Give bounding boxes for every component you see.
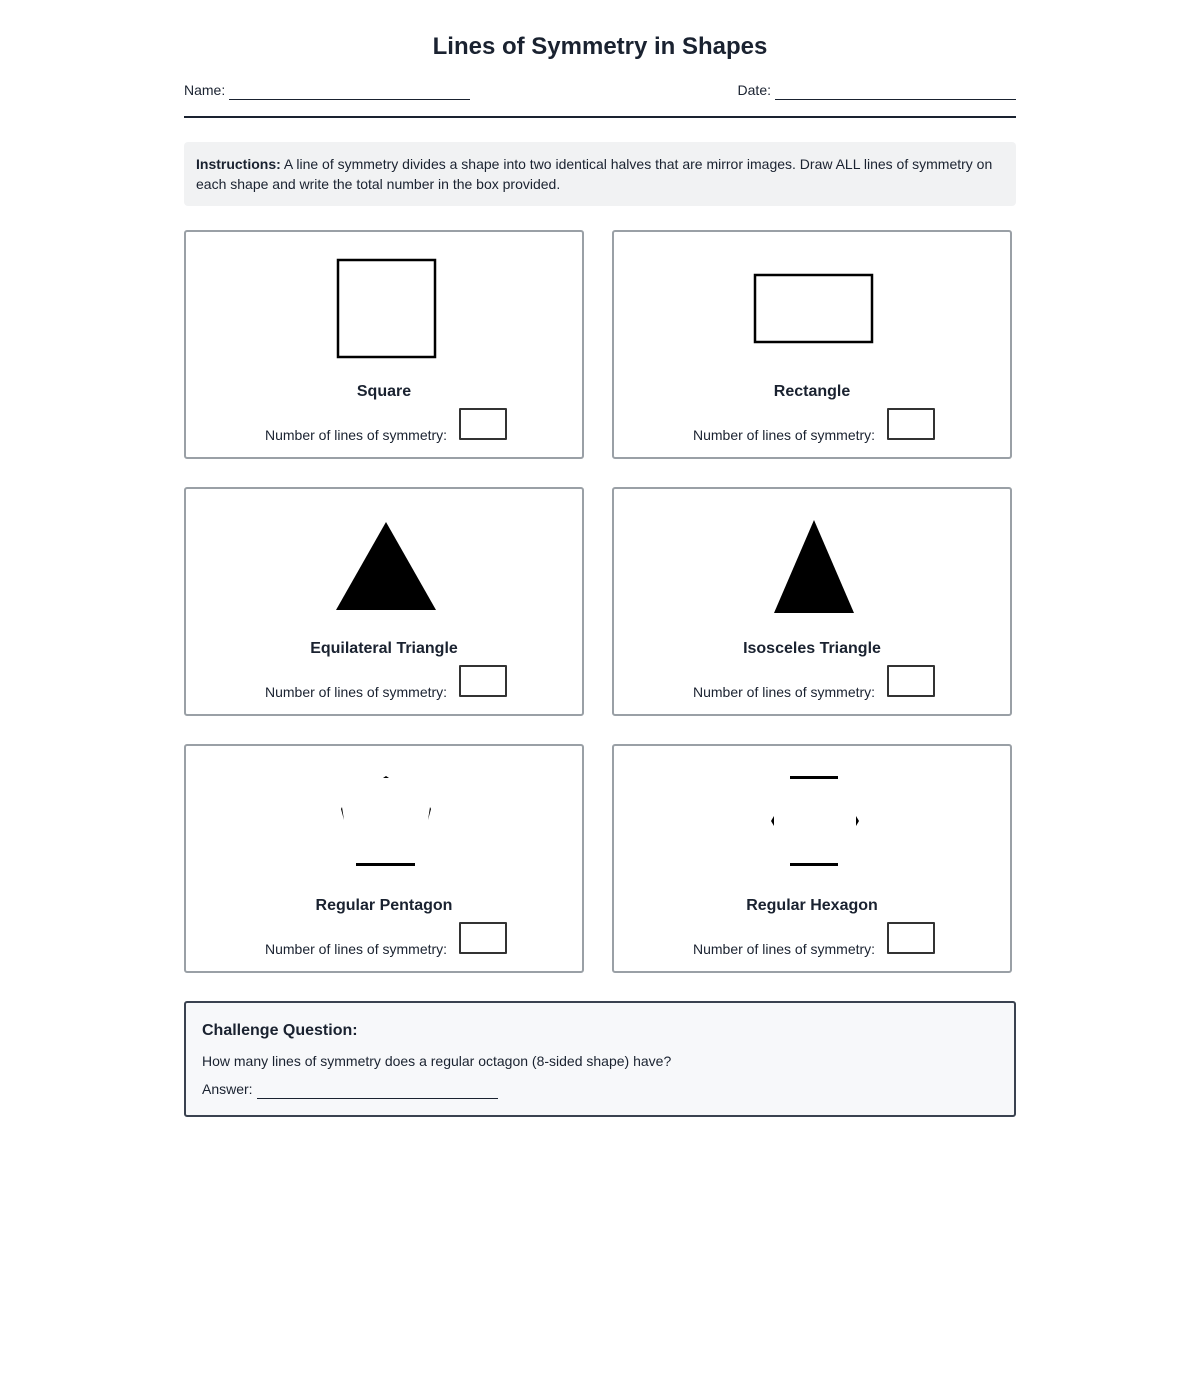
answer-box[interactable] bbox=[887, 408, 935, 440]
shape-name: Regular Hexagon bbox=[746, 897, 878, 914]
date-label: Date: bbox=[737, 82, 771, 98]
shape-card-hexagon bbox=[612, 744, 1012, 973]
shape-card-isosceles-triangle bbox=[612, 487, 1012, 716]
answer-box[interactable] bbox=[459, 922, 507, 954]
answer-label: Number of lines of symmetry: bbox=[265, 941, 448, 957]
shape-name: Isosceles Triangle bbox=[743, 640, 881, 657]
challenge-answer-label: Answer: bbox=[202, 1081, 253, 1097]
answer-row bbox=[186, 408, 582, 442]
name-input-line[interactable] bbox=[229, 83, 470, 100]
name-label: Name: bbox=[184, 82, 226, 98]
answer-label: Number of lines of symmetry: bbox=[265, 427, 448, 443]
answer-box[interactable] bbox=[887, 665, 935, 697]
challenge-answer-field[interactable] bbox=[202, 1079, 998, 1099]
answer-box[interactable] bbox=[459, 408, 507, 440]
answer-label: Number of lines of symmetry: bbox=[693, 684, 876, 700]
rectangle-icon bbox=[614, 232, 1014, 382]
challenge-box bbox=[184, 1001, 1016, 1117]
equilateral-triangle-icon bbox=[186, 489, 586, 639]
shape-card-equilateral-triangle bbox=[184, 487, 584, 716]
page-title: Lines of Symmetry in Shapes bbox=[432, 33, 768, 60]
shape-name: Equilateral Triangle bbox=[310, 640, 458, 657]
answer-row bbox=[614, 408, 1010, 442]
shape-card-pentagon bbox=[184, 744, 584, 973]
shape-card-rectangle bbox=[612, 230, 1012, 459]
isosceles-triangle-icon bbox=[614, 489, 1014, 639]
challenge-question: How many lines of symmetry does a regular octagon (8-sided shape) have? bbox=[202, 1053, 672, 1069]
challenge-answer-line[interactable] bbox=[257, 1082, 498, 1099]
name-field[interactable] bbox=[184, 80, 470, 100]
date-input-line[interactable] bbox=[775, 83, 1016, 100]
shape-name: Rectangle bbox=[773, 383, 851, 400]
instructions-label: Instructions: bbox=[196, 156, 281, 172]
answer-label: Number of lines of symmetry: bbox=[693, 427, 876, 443]
date-field[interactable] bbox=[738, 80, 1016, 100]
answer-row bbox=[614, 922, 1010, 956]
shape-card-square bbox=[184, 230, 584, 459]
shape-name: Square bbox=[356, 383, 412, 400]
challenge-title: Challenge Question: bbox=[202, 1022, 358, 1039]
answer-row bbox=[186, 922, 582, 956]
header-divider bbox=[184, 116, 1016, 118]
answer-row bbox=[186, 665, 582, 699]
shape-name: Regular Pentagon bbox=[315, 897, 453, 914]
header-fields bbox=[184, 80, 1016, 102]
answer-label: Number of lines of symmetry: bbox=[693, 941, 876, 957]
answer-box[interactable] bbox=[459, 665, 507, 697]
hexagon-icon bbox=[614, 746, 1014, 896]
answer-row bbox=[614, 665, 1010, 699]
instructions-text: A line of symmetry divides a shape into two identical halves that are mirror images. Draw ALL lines of symmetry on each shape and write the total number in the box provided. bbox=[196, 156, 993, 192]
instructions-box bbox=[184, 142, 1016, 206]
pentagon-icon bbox=[186, 746, 586, 896]
square-icon bbox=[186, 232, 586, 382]
answer-box[interactable] bbox=[887, 922, 935, 954]
answer-label: Number of lines of symmetry: bbox=[265, 684, 448, 700]
